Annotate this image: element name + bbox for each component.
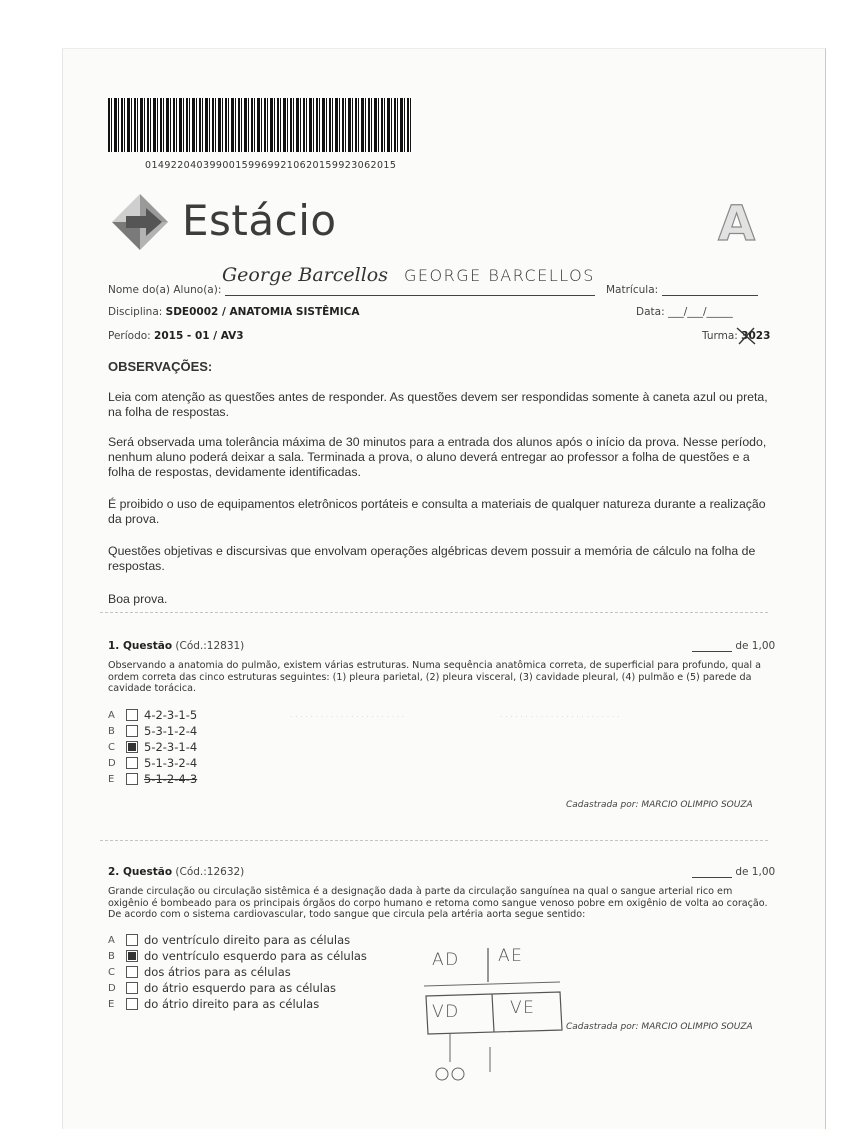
bleed-through-text: . . . . . . . . . . . . . . . . . . . . . . . .	[500, 710, 620, 719]
option-text: dos átrios para as células	[144, 965, 291, 979]
option-checkbox-marked[interactable]	[126, 950, 138, 962]
separator	[100, 840, 768, 841]
question-1-credit: Cadastrada por: MARCIO OLIMPIO SOUZA	[566, 800, 753, 810]
option-letter: B	[108, 725, 115, 737]
discipline-value: SDE0002 / ANATOMIA SISTÊMICA	[165, 306, 360, 318]
class-value: 3023	[741, 330, 771, 342]
score-value: de 1,00	[735, 866, 776, 878]
option-checkbox-marked[interactable]	[126, 741, 138, 753]
sketch-label-vd: VD	[432, 1002, 460, 1022]
date-value: ___/___/_____	[667, 306, 733, 318]
estacio-logo-icon	[108, 190, 172, 254]
student-name-label: Nome do(a) Aluno(a):	[108, 284, 222, 296]
registration-line	[662, 283, 758, 296]
option-text: 4-2-3-1-5	[144, 708, 198, 722]
option-text: do ventrículo esquerdo para as células	[144, 949, 367, 963]
question-1-score	[692, 640, 775, 652]
question-1-code: (Cód.:12831)	[175, 640, 245, 652]
student-name-print: GEORGE BARCELLOS	[404, 266, 595, 285]
option-letter: E	[108, 998, 115, 1010]
option-checkbox[interactable]	[126, 757, 138, 769]
option-d[interactable]	[108, 755, 197, 771]
question-2-options	[108, 932, 367, 1012]
bleed-through-text: . . . . . . . . . . . . . . . . . . . . . . .	[290, 710, 405, 719]
observations-title: OBSERVAÇÕES:	[108, 359, 213, 374]
closing-text: Boa prova.	[108, 592, 168, 606]
question-1-options	[108, 707, 197, 787]
student-name-cursive: George Barcellos	[222, 264, 388, 286]
option-letter: D	[108, 757, 116, 769]
question-1-number: 1. Questão	[108, 640, 173, 652]
sketch-label-ae: AE	[498, 946, 524, 966]
option-e[interactable]	[108, 771, 197, 787]
option-checkbox[interactable]	[126, 982, 138, 994]
discipline-row	[108, 306, 359, 318]
option-text: do átrio direito para as células	[144, 997, 320, 1011]
option-text: 5-3-1-2-4	[144, 724, 198, 738]
score-line	[692, 868, 732, 878]
score-line	[692, 642, 732, 652]
barcode-number: 014922040399001599699210620159923062015	[145, 160, 397, 171]
option-text: do ventrículo direito para as células	[144, 933, 351, 947]
barcode	[108, 98, 412, 152]
option-c[interactable]	[108, 739, 197, 755]
observation-paragraph: É proibido o uso de equipamentos eletrônicos portáteis e consulta a materiais de qualquer natureza durante a realização da prova.	[108, 497, 766, 526]
option-text: 5-2-3-1-4	[144, 740, 198, 754]
option-e[interactable]	[108, 996, 367, 1012]
question-2-number: 2. Questão	[108, 866, 173, 878]
option-letter: B	[108, 950, 115, 962]
option-checkbox[interactable]	[126, 998, 138, 1010]
option-letter: C	[108, 966, 115, 978]
period-label: Período:	[108, 330, 151, 342]
option-a[interactable]	[108, 707, 197, 723]
registration-row	[606, 283, 758, 296]
exam-version-letter: A	[718, 196, 756, 252]
sketch-label-ve: VE	[510, 998, 536, 1018]
date-label: Data:	[636, 306, 665, 318]
option-text: 5-1-3-2-4	[144, 756, 198, 770]
score-value: de 1,00	[735, 640, 776, 652]
question-2-header	[108, 866, 244, 878]
option-b[interactable]	[108, 723, 197, 739]
period-value: 2015 - 01 / AV3	[154, 330, 244, 342]
period-row	[108, 330, 244, 342]
question-2-code: (Cód.:12632)	[175, 866, 245, 878]
question-1-header	[108, 640, 244, 652]
option-letter: D	[108, 982, 116, 994]
option-c[interactable]	[108, 964, 367, 980]
option-checkbox[interactable]	[126, 725, 138, 737]
sketch-label-ad: AD	[432, 950, 460, 970]
question-1-text: Observando a anatomia do pulmão, existem várias estruturas. Numa sequência anatômica correta, de superficial para profundo, qual a ordem correta das cinco estruturas seguintes: (1) pleura parietal, (2) pleura visceral, (3) cavidade pleural, (4) pulmão e (5) parede da cavidade torácica.	[108, 660, 762, 695]
option-checkbox[interactable]	[126, 934, 138, 946]
option-checkbox[interactable]	[126, 966, 138, 978]
question-2-text: Grande circulação ou circulação sistêmica é a designação dada à parte da circulação sanguínea na qual o sangue arterial rico em oxigênio é bombeado para os principais órgãos do corpo humano e retoma como sangue venoso pobre em oxigênio de volta ao coração. De acordo com o sistema cardiovascular, todo sangue que circula pela artéria aorta segue sentido:	[108, 886, 768, 921]
registration-label: Matrícula:	[606, 284, 659, 296]
option-letter: E	[108, 773, 115, 785]
brand-name: Estácio	[182, 196, 337, 245]
class-crossed-mark-icon	[735, 326, 757, 346]
date-row	[636, 306, 733, 318]
option-letter: A	[108, 934, 115, 946]
discipline-label: Disciplina:	[108, 306, 163, 318]
option-d[interactable]	[108, 980, 367, 996]
option-b[interactable]	[108, 948, 367, 964]
option-letter: A	[108, 709, 115, 721]
separator	[100, 612, 768, 613]
option-letter: C	[108, 741, 115, 753]
option-checkbox[interactable]	[126, 773, 138, 785]
observation-paragraph: Será observada uma tolerância máxima de 30 minutos para a entrada dos alunos após o início da prova. Nesse período, nenhum aluno poderá deixar a sala. Terminada a prova, o aluno deverá entregar ao professor a folha de questões e a folha de respostas, devidamente identificadas.	[108, 435, 767, 479]
question-2-credit: Cadastrada por: MARCIO OLIMPIO SOUZA	[566, 1022, 753, 1032]
observation-paragraph: Leia com atenção as questões antes de responder. As questões devem ser respondidas somente à caneta azul ou preta, na folha de respostas.	[108, 390, 768, 419]
option-text: do átrio esquerdo para as células	[144, 981, 336, 995]
observation-paragraph: Questões objetivas e discursivas que envolvam operações algébricas devem possuir a memória de cálculo na folha de respostas.	[108, 544, 756, 573]
class-label: Turma:	[702, 330, 738, 342]
option-text-struck: 5-1-2-4-3	[144, 772, 198, 786]
option-a[interactable]	[108, 932, 367, 948]
option-checkbox[interactable]	[126, 709, 138, 721]
question-2-score	[692, 866, 775, 878]
